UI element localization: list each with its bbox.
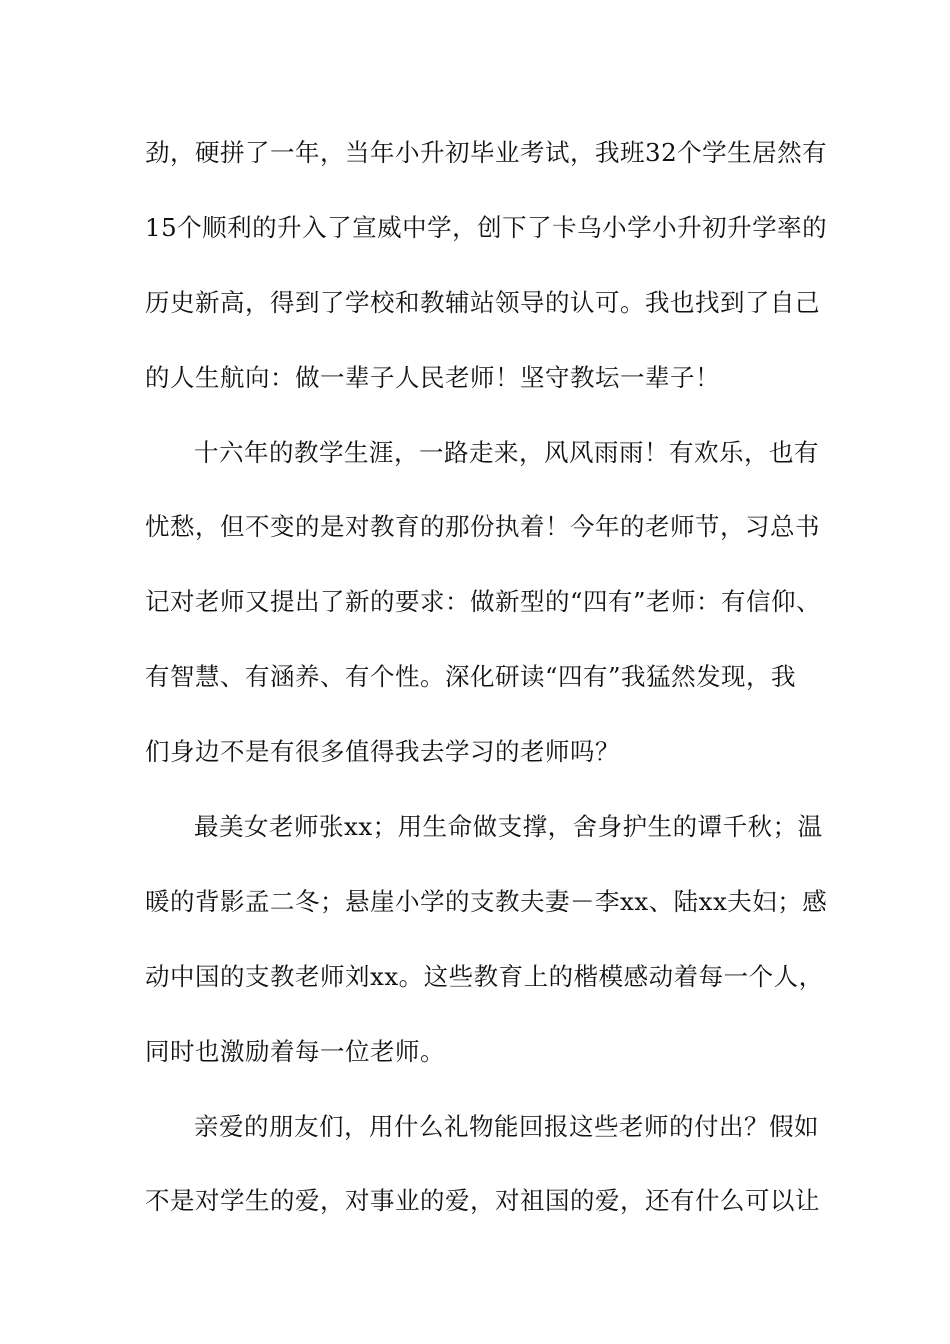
text-line: 同时也激励着每一位老师。 [145,1036,445,1066]
text-line: 有智慧、有涵养、有个性。深化研读“四有”我猛然发现，我 [145,662,797,692]
text-line: 忧愁，但不变的是对教育的那份执着！今年的老师节，习总书 [145,512,820,542]
text-line: 15个顺利的升入了宣威中学，创下了卡乌小学小升初升学率的 [145,212,828,242]
paragraph-first-line: 十六年的教学生涯，一路走来，风风雨雨！有欢乐，也有 [194,437,819,467]
text-line: 们身边不是有很多值得我去学习的老师吗？ [145,737,620,767]
paragraph-first-line: 亲爱的朋友们，用什么礼物能回报这些老师的付出？假如 [194,1111,819,1141]
text-line: 动中国的支教老师刘xx。这些教育上的楷模感动着每一个人， [145,961,824,991]
body-text [145,131,828,1254]
text-line: 劲，硬拼了一年，当年小升初毕业考试，我班32个学生居然有 [145,138,828,167]
text-line: 历史新高，得到了学校和教辅站领导的认可。我也找到了自己 [145,287,820,317]
text-line: 暖的背影孟二冬；悬崖小学的支教夫妻－李xx、陆xx夫妇；感 [145,886,828,916]
text-line: 不是对学生的爱，对事业的爱，对祖国的爱，还有什么可以让 [145,1186,820,1216]
text-line: 的人生航向：做一辈子人民老师！坚守教坛一辈子！ [145,362,720,392]
text-line: 记对老师又提出了新的要求：做新型的“四有”老师：有信仰、 [145,587,822,617]
paragraph-first-line: 最美女老师张xx；用生命做支撑，舍身护生的谭千秋；温 [194,812,823,842]
